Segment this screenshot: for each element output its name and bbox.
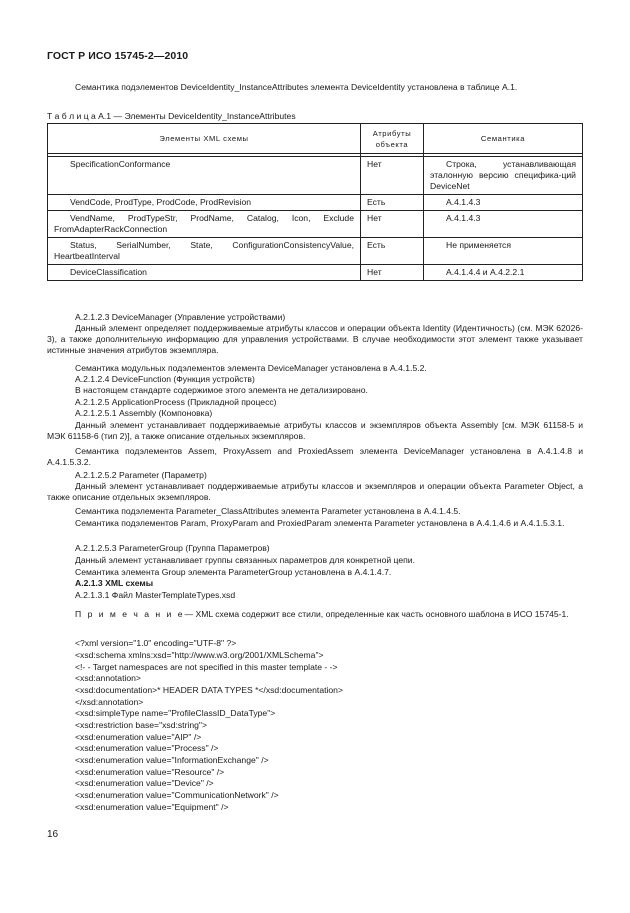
section-title: А.2.1.2.3 DeviceManager (Управление устройствами) — [75, 312, 286, 322]
body-paragraph: Семантика подэлемента Parameter_ClassAttributes элемента Parameter установлена в А.4.1.4.5. — [75, 506, 461, 516]
xml-line: <xsd:enumeration value="Process" /> — [75, 743, 219, 753]
xml-line: <xsd:simpleType name="ProfileClassID_DataType"> — [75, 708, 276, 718]
section-title: А.2.1.2.5.2 Parameter (Параметр) — [75, 470, 207, 480]
table-row — [48, 265, 583, 281]
xml-line: <xsd:enumeration value="AIP" /> — [75, 732, 202, 742]
running-header: ГОСТ Р ИСО 15745-2—2010 — [47, 50, 189, 62]
table-caption: Т а б л и ц а А.1 — Элементы DeviceIdentity_InstanceAttributes — [47, 111, 296, 121]
note-paragraph — [47, 609, 583, 620]
body-paragraph: Данный элемент устанавливает группы связанных параметров для конкретной цепи. — [75, 555, 415, 565]
table-header-row — [48, 124, 583, 154]
table-cell: Нет — [361, 157, 424, 195]
table-cell: А.4.1.4.3 — [424, 195, 583, 211]
section-title: А.2.1.3 XML схемы — [75, 578, 154, 588]
section-title: А.2.1.2.5.3 ParameterGroup (Группа Параметров) — [75, 543, 270, 553]
table-cell: Нет — [361, 265, 424, 281]
table-cell: VendCode, ProdType, ProdCode, ProdRevision — [48, 195, 361, 211]
xml-line: <xsd:enumeration value="Resource" /> — [75, 767, 225, 777]
xml-line: <xsd:enumeration value="Device" /> — [75, 778, 214, 788]
table-cell: VendName, ProdTypeStr, ProdName, Catalog, Icon, Exclude FromAdapterRackConnection — [48, 211, 361, 238]
section-title: А.2.1.2.5 ApplicationProcess (Прикладной процесс) — [75, 397, 277, 407]
table-cell: А.4.1.4.3 — [424, 211, 583, 238]
table-row — [48, 238, 583, 265]
table-row — [48, 195, 583, 211]
page-number: 16 — [47, 829, 59, 840]
section-title: А.2.1.2.5.1 Assembly (Компоновка) — [75, 408, 213, 418]
attributes-table — [47, 123, 583, 281]
table-cell: А.4.1.4.4 и А.4.2.2.1 — [424, 265, 583, 281]
body-paragraph: Данный элемент определяет поддерживаемые атрибуты классов и операции объекта Identity (Идентичность) (см. МЭК 62026-3), а также дополнительную информацию для управления устройствами. В случае необходимости этот элемент также указывает истинные значения атрибутов экземпляра. — [47, 323, 583, 355]
table-header-cell: Семантика — [424, 124, 583, 154]
body-paragraph: Семантика подэлементов Assem, ProxyAssem and ProxiedAssem элемента DeviceManager установлена в А.4.1.4.8 и А.4.1.5.3.2. — [47, 446, 583, 467]
table-cell: Status, SerialNumber, State, ConfigurationConsistencyValue, HeartbeatInterval — [48, 238, 361, 265]
body-paragraph: Данный элемент устанавливает поддерживаемые атрибуты классов и экземпляров и операции объекта Parameter Object, а также описание отдельных экземпляров. — [47, 481, 583, 502]
xml-line: <xsd:documentation>* HEADER DATA TYPES *</xsd:documentation> — [75, 685, 343, 695]
table-cell: Есть — [361, 238, 424, 265]
note-text: — XML схема содержит все стили, определенные как часть основного шаблона в ИСО 15745-1. — [184, 609, 569, 619]
table-cell: DeviceClassification — [48, 265, 361, 281]
table-header-cell: Атрибуты объекта — [361, 124, 424, 154]
body-paragraph: Данный элемент устанавливает поддерживаемые атрибуты классов и экземпляров объекта Assembly [см. МЭК 61158-5 и МЭК 61158-6 (тип 2)], а также описание отдельных экземпляров. — [47, 420, 583, 441]
table-row — [48, 157, 583, 195]
xml-line: <xsd:enumeration value="InformationExchange" /> — [75, 755, 269, 765]
note-label: П р и м е ч а н и е — [75, 609, 185, 619]
xml-line: <xsd:enumeration value="CommunicationNetwork" /> — [75, 790, 279, 800]
table-cell: Есть — [361, 195, 424, 211]
xml-line: <xsd:schema xmlns:xsd="http://www.w3.org/2001/XMLSchema"> — [75, 650, 324, 660]
xml-line: <?xml version="1.0" encoding="UTF-8" ?> — [75, 638, 237, 648]
xml-line: <xsd:annotation> — [75, 673, 141, 683]
xml-line: <xsd:restriction base="xsd:string"> — [75, 720, 207, 730]
table-cell: Строка, устанавливающая эталонную версию специфика-ций DeviceNet — [424, 157, 583, 195]
section-title: А.2.1.3.1 Файл MasterTemplateTypes.xsd — [75, 590, 236, 600]
xml-line: </xsd:annotation> — [75, 697, 144, 707]
section-title: А.2.1.2.4 DeviceFunction (Функция устройств) — [75, 374, 255, 384]
body-paragraph: Семантика модульных подэлементов элемента DeviceManager установлена в А.4.1.5.2. — [75, 363, 427, 373]
intro-paragraph: Семантика подэлементов DeviceIdentity_InstanceAttributes элемента DeviceIdentity установлена в таблице А.1. — [75, 82, 518, 92]
xml-line: <!- - Target namespaces are not specified in this master template - -> — [75, 662, 338, 672]
xml-line: <xsd:enumeration value="Equipment" /> — [75, 802, 229, 812]
table-cell: Нет — [361, 211, 424, 238]
body-paragraph: Семантика подэлементов Param, ProxyParam and ProxiedParam элемента Parameter установлена в А.4.1.4.6 и А.4.1.5.3.1. — [75, 518, 565, 528]
body-paragraph: Семантика элемента Group элемента ParameterGroup установлена в А.4.1.4.7. — [75, 567, 392, 577]
body-paragraph: В настоящем стандарте содержимое этого элемента не детализировано. — [75, 385, 368, 395]
table-row — [48, 211, 583, 238]
table-cell: Не применяется — [424, 238, 583, 265]
table-header-cell: Элементы XML схемы — [48, 124, 361, 154]
table-cell: SpecificationConformance — [48, 157, 361, 195]
